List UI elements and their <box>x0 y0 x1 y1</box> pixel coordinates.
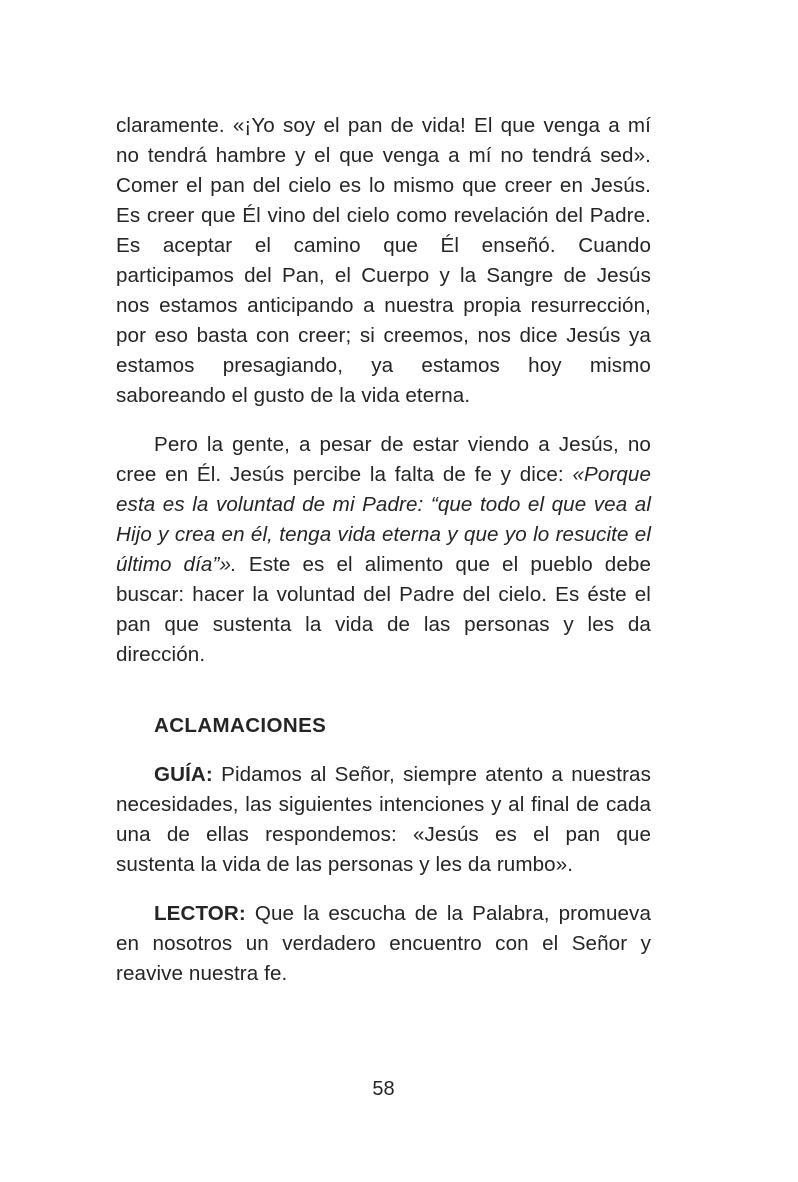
paragraph-guia <box>116 760 651 880</box>
page-number: 58 <box>372 1078 395 1100</box>
page-body <box>116 111 651 989</box>
paragraph-pan-de-vida-segment-0: claramente. «¡Yo soy el pan de vida! El que venga a mí no tendrá hambre y el que venga a mí no tendrá sed». Comer el pan del cielo es lo mismo que creer en Jesús. Es creer que Él vino del cielo como revelación del Padre. Es aceptar el camino que Él enseñó. Cuando participamos del Pan, el Cuerpo y la Sangre de Jesús nos estamos anticipando a nuestra propia resurrección, por eso basta con creer; si creemos, nos dice Jesús ya estamos presagiando, ya estamos hoy mismo saboreando el gusto de la vida eterna. <box>116 114 651 407</box>
paragraph-pan-de-vida <box>116 111 651 411</box>
paragraph-pero-la-gente-segment-1: «Porque esta es la voluntad de mi Padre: “que todo el que vea al Hijo y crea en él, tenga vida eterna y que yo lo resucite el último día”». <box>116 463 651 576</box>
paragraph-guia-segment-1: Pidamos al Señor, siempre atento a nuestras necesidades, las siguientes intenciones y al final de cada una de ellas respondemos: «Jesús es el pan que sustenta la vida de las personas y les da rumbo». <box>116 763 651 876</box>
paragraph-guia-segment-0: GUÍA: <box>154 763 213 786</box>
paragraph-lector-segment-0: LECTOR: <box>154 902 246 925</box>
paragraph-pero-la-gente <box>116 430 651 670</box>
paragraph-lector-segment-1: Que la escucha de la Palabra, promueva en nosotros un verdadero encuentro con el Señor y reavive nuestra fe. <box>116 902 651 985</box>
paragraph-pero-la-gente-segment-2: Este es el alimento que el pueblo debe buscar: hacer la voluntad del Padre del cielo. Es éste el pan que sustenta la vida de las personas y les da dirección. <box>116 553 651 666</box>
paragraph-lector <box>116 899 651 989</box>
paragraph-pero-la-gente-segment-0: Pero la gente, a pesar de estar viendo a Jesús, no cree en Él. Jesús percibe la falta de fe y dice: <box>116 433 651 486</box>
heading-aclamaciones <box>116 711 651 741</box>
heading-aclamaciones-segment-0: ACLAMACIONES <box>154 714 327 737</box>
